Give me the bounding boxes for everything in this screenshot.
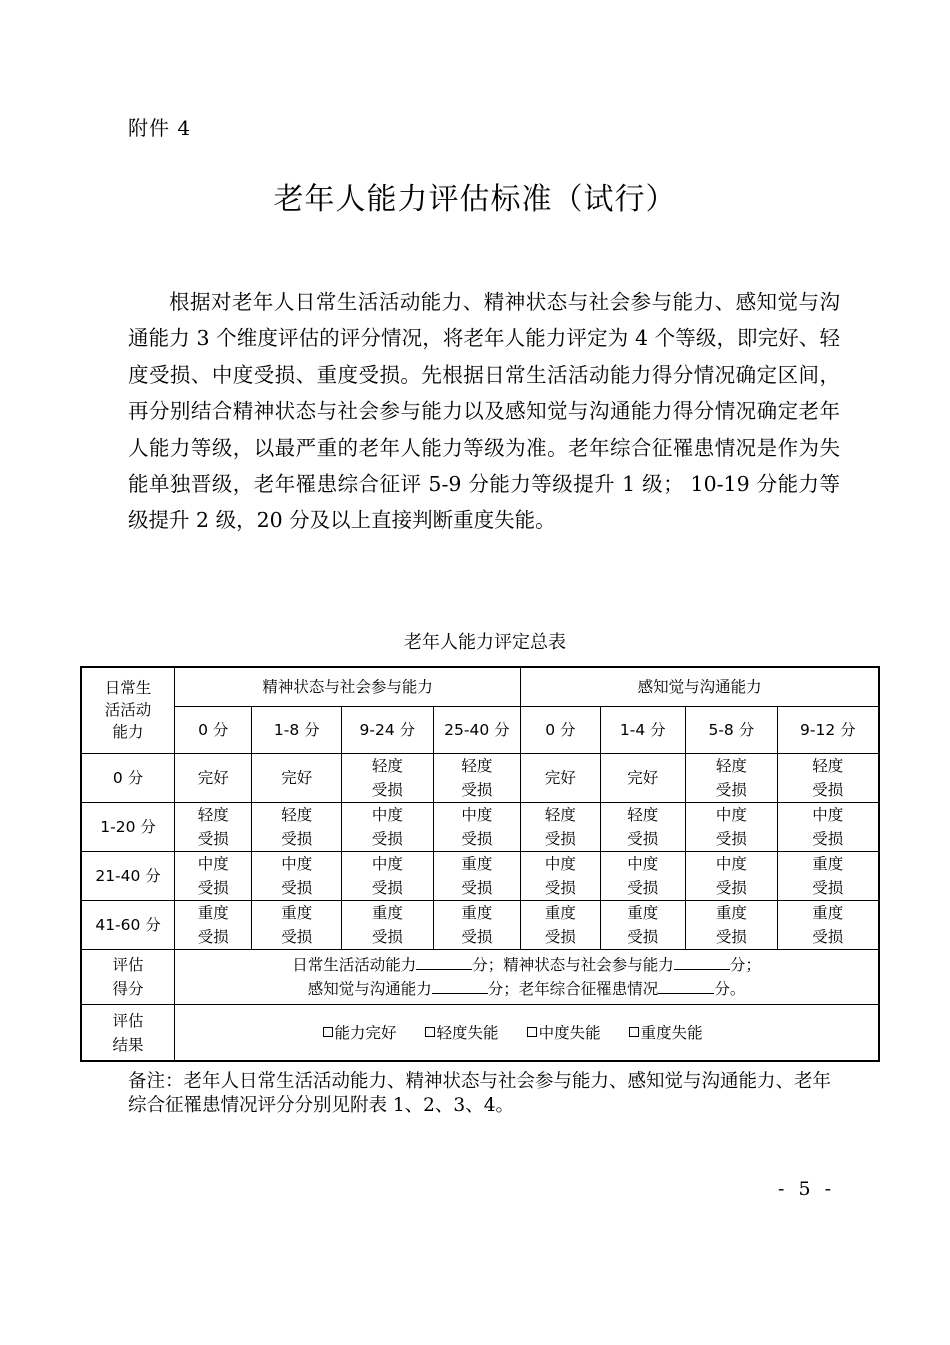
- rating-cell: 重度受损: [433, 852, 521, 901]
- rating-cell: 重度受损: [521, 901, 600, 950]
- result-option-label: 轻度失能: [436, 1023, 499, 1042]
- rating-cell: 重度受损: [175, 901, 252, 950]
- checkbox-icon[interactable]: [323, 1027, 333, 1037]
- rating-cell: 重度受损: [342, 901, 434, 950]
- row-label: 1-20 分: [81, 803, 175, 852]
- adl-score-blank[interactable]: [416, 953, 472, 970]
- group-header-mental: 精神状态与社会参与能力: [175, 667, 521, 707]
- rating-cell: 重度受损: [686, 901, 778, 950]
- subheader-mental: 0 分: [175, 707, 252, 754]
- rating-cell: 轻度受损: [600, 803, 685, 852]
- row-label: 41-60 分: [81, 901, 175, 950]
- rating-cell: 中度受损: [686, 803, 778, 852]
- syndrome-score-blank[interactable]: [658, 977, 714, 994]
- document-title: 老年人能力评估标准（试行）: [273, 182, 677, 217]
- rating-cell: 轻度受损: [252, 803, 342, 852]
- row-label: 21-40 分: [81, 852, 175, 901]
- rating-cell: 中度受损: [777, 803, 879, 852]
- rating-cell: 中度受损: [433, 803, 521, 852]
- result-options: [175, 1005, 879, 1062]
- rating-cell: 重度受损: [433, 901, 521, 950]
- page-number: - 5 -: [778, 1178, 836, 1200]
- result-option[interactable]: [527, 1021, 601, 1045]
- rating-cell: 重度受损: [600, 901, 685, 950]
- subheader-sensory: 9-12 分: [777, 707, 879, 754]
- score-fields: 日常生活活动能力 分；精神状态与社会参与能力 分； 感知觉与沟通能力 分；老年综合征罹患情况 分。: [175, 950, 879, 1005]
- result-option-label: 中度失能: [538, 1023, 601, 1042]
- rating-cell: 中度受损: [600, 852, 685, 901]
- result-option[interactable]: [425, 1021, 499, 1045]
- sensory-score-blank[interactable]: [432, 977, 488, 994]
- rating-cell: 中度受损: [521, 852, 600, 901]
- rating-cell: 重度受损: [252, 901, 342, 950]
- rating-cell: 轻度受损: [686, 754, 778, 803]
- body-paragraph: 根据对老年人日常生活活动能力、精神状态与社会参与能力、感知觉与沟通能力 3 个维度评估的评分情况，将老年人能力评定为 4 个等级，即完好、轻度受损、中度受损、重度受损。先根据日常生活活动能力得分情况确定区间，再分别结合精神状态与社会参与能力以及感知觉与沟通能力得分情况确定老年人能力等级，以最严重的老年人能力等级为准。老年综合征罹患情况是作为失能单独晋级，老年罹患综合征评 5-9 分能力等级提升 1 级； 10-19 分能力等级提升 2 级，20 分及以上直接判断重度失能。: [128, 290, 840, 533]
- rating-cell: 轻度受损: [433, 754, 521, 803]
- annex-label: 附件 4: [128, 116, 192, 140]
- table-row: [81, 754, 879, 803]
- rating-cell: 重度受损: [777, 852, 879, 901]
- rating-cell: 完好: [252, 754, 342, 803]
- rating-cell: 中度受损: [342, 803, 434, 852]
- rating-cell: 轻度受损: [521, 803, 600, 852]
- footnote: 备注：老年人日常生活活动能力、精神状态与社会参与能力、感知觉与沟通能力、老年综合征罹患情况评分分别见附表 1、2、3、4。: [128, 1071, 832, 1116]
- table-row: [81, 803, 879, 852]
- table-row: [81, 852, 879, 901]
- subheader-sensory: 5-8 分: [686, 707, 778, 754]
- rating-cell: 轻度受损: [777, 754, 879, 803]
- rating-cell: 中度受损: [252, 852, 342, 901]
- subheader-mental: 25-40 分: [433, 707, 521, 754]
- row-label: 0 分: [81, 754, 175, 803]
- checkbox-icon[interactable]: [425, 1027, 435, 1037]
- rating-cell: 完好: [175, 754, 252, 803]
- table-caption: 老年人能力评定总表: [404, 632, 566, 653]
- rating-cell: 轻度受损: [175, 803, 252, 852]
- table-row: [81, 901, 879, 950]
- mental-score-blank[interactable]: [674, 953, 730, 970]
- rating-cell: 中度受损: [175, 852, 252, 901]
- subheader-sensory: 1-4 分: [600, 707, 685, 754]
- rating-cell: 中度受损: [342, 852, 434, 901]
- rating-cell: 轻度受损: [342, 754, 434, 803]
- group-header-sensory: 感知觉与沟通能力: [521, 667, 879, 707]
- corner-header: 日常生活活动能力: [81, 667, 175, 754]
- checkbox-icon[interactable]: [527, 1027, 537, 1037]
- rating-cell: 重度受损: [777, 901, 879, 950]
- result-option-label: 重度失能: [640, 1023, 703, 1042]
- rating-cell: 完好: [521, 754, 600, 803]
- rating-cell: 中度受损: [686, 852, 778, 901]
- result-label: 评估结果: [81, 1005, 175, 1062]
- score-label: 评估得分: [81, 950, 175, 1005]
- subheader-mental: 1-8 分: [252, 707, 342, 754]
- subheader-sensory: 0 分: [521, 707, 600, 754]
- rating-cell: 完好: [600, 754, 685, 803]
- subheader-mental: 9-24 分: [342, 707, 434, 754]
- assessment-summary-table: [80, 666, 880, 1062]
- result-option-label: 能力完好: [334, 1023, 397, 1042]
- result-option[interactable]: [323, 1021, 397, 1045]
- checkbox-icon[interactable]: [629, 1027, 639, 1037]
- result-option[interactable]: [629, 1021, 703, 1045]
